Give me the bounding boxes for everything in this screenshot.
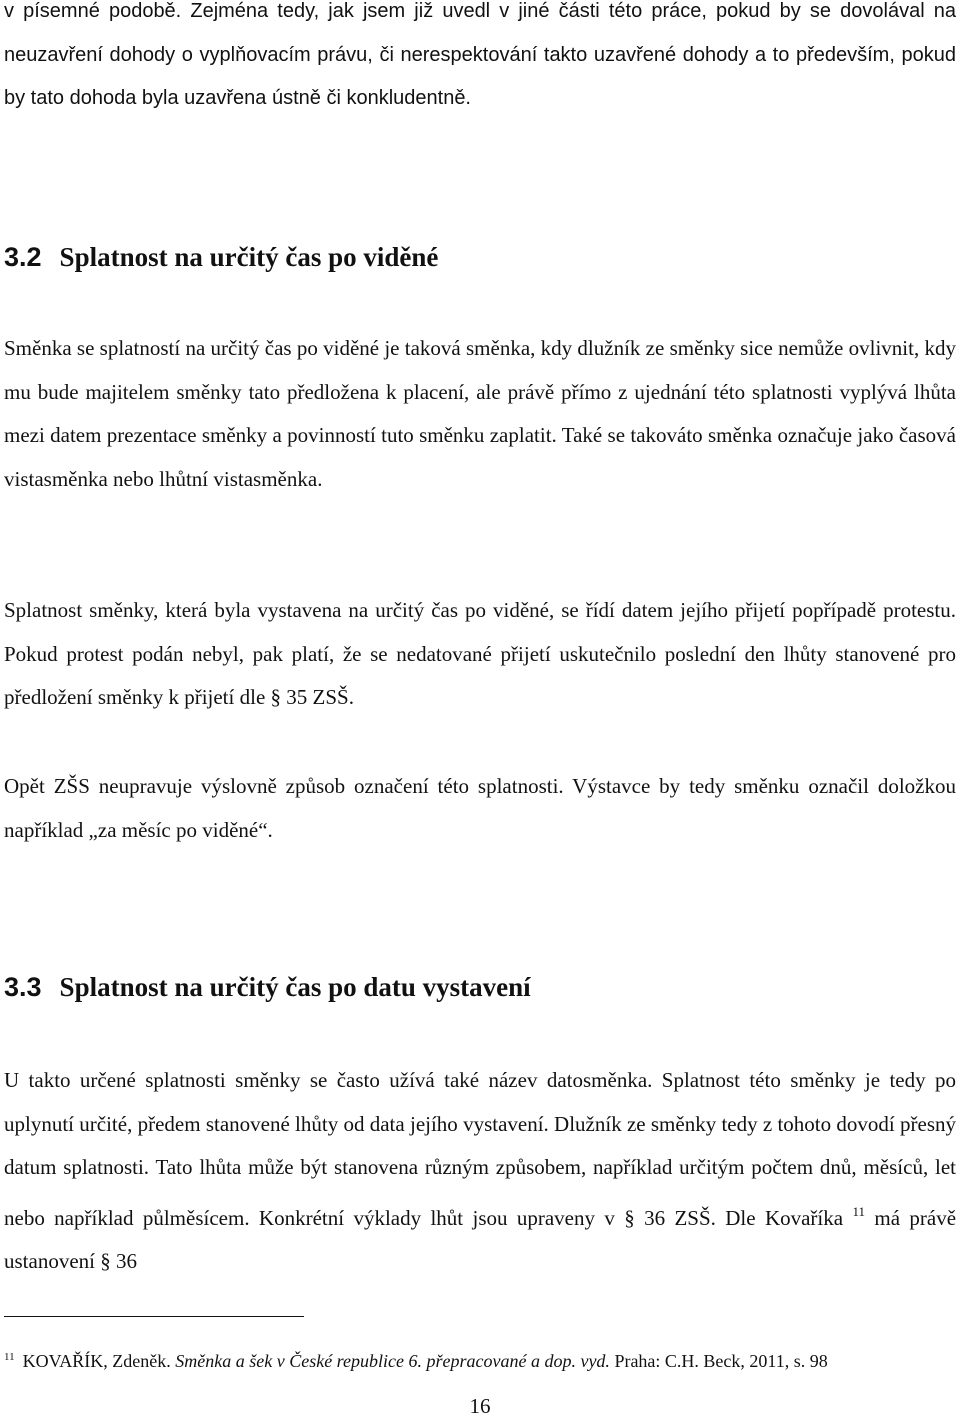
footnote-title: Směnka a šek v České republice 6. přepracované a dop. vyd. bbox=[175, 1351, 610, 1371]
footnote-author: KOVAŘÍK, Zdeněk. bbox=[22, 1351, 171, 1371]
section-title: Splatnost na určitý čas po datu vystavení bbox=[59, 972, 531, 1002]
body-paragraph bbox=[4, 1059, 956, 1284]
footnote-reference[interactable]: 11 bbox=[852, 1203, 865, 1219]
section-number: 3.2 bbox=[4, 242, 42, 272]
section-number: 3.3 bbox=[4, 972, 42, 1002]
body-paragraph: Splatnost směnky, která byla vystavena na určitý čas po viděné, se řídí datem jejího přijetí popřípadě protestu. Pokud protest podán nebyl, pak platí, že se nedatované přijetí uskutečnilo poslední den lhůty stanovené pro předložení směnky k přijetí dle § 35 ZSŠ. bbox=[4, 598, 956, 709]
intro-paragraph: v písemné podobě. Zejména tedy, jak jsem již uvedl v jiné části této práce, pokud by se dovolával na neuzavření dohody o vyplňovacím právu, či nerespektování takto uzavřené dohody a to především, pokud by tato dohoda byla uzavřena ústně či konkludentně. bbox=[4, 0, 956, 109]
paragraph-text: má právě ustanovení § 36 bbox=[4, 1205, 957, 1273]
section-heading-3-3 bbox=[4, 970, 531, 1004]
footnote-separator bbox=[4, 1316, 304, 1317]
paragraph-text: U takto určené splatnosti směnky se často užívá také název datosměnka. Splatnost této směnky je tedy po uplynutí určité, předem stanovené lhůty od data jejího vystavení. Dlužník ze směnky tedy z tohoto dovodí přesný datum splatnosti. Tato lhůta může být stanovena různým způsobem, například určitým počtem dnů, měsíců, let nebo například půlměsícem. Konkrétní výklady lhůt jsou upraveny v § 36 ZSŠ. Dle Kovaříka bbox=[4, 1068, 956, 1230]
body-paragraph: Opět ZŠS neupravuje výslovně způsob označení této splatnosti. Výstavce by tedy směnku označil doložkou například „za měsíc po viděné“. bbox=[4, 774, 956, 842]
footnote-number: 11 bbox=[4, 1351, 15, 1363]
footnote bbox=[4, 1346, 956, 1372]
section-heading-3-2 bbox=[4, 240, 438, 274]
page-number: 16 bbox=[469, 1394, 491, 1418]
section-title: Splatnost na určitý čas po viděné bbox=[59, 242, 439, 272]
body-paragraph: Směnka se splatností na určitý čas po viděné je taková směnka, kdy dlužník ze směnky sice nemůže ovlivnit, kdy mu bude majitelem směnky tato předložena k placení, ale právě přímo z ujednání této splatnosti vyplývá lhůta mezi datem prezentace směnky a povinností tuto směnku zaplatit. Také se takováto směnka označuje jako časová vistasměnka nebo lhůtní vistasměnka. bbox=[4, 336, 956, 491]
footnote-publication: Praha: C.H. Beck, 2011, s. 98 bbox=[614, 1351, 828, 1371]
